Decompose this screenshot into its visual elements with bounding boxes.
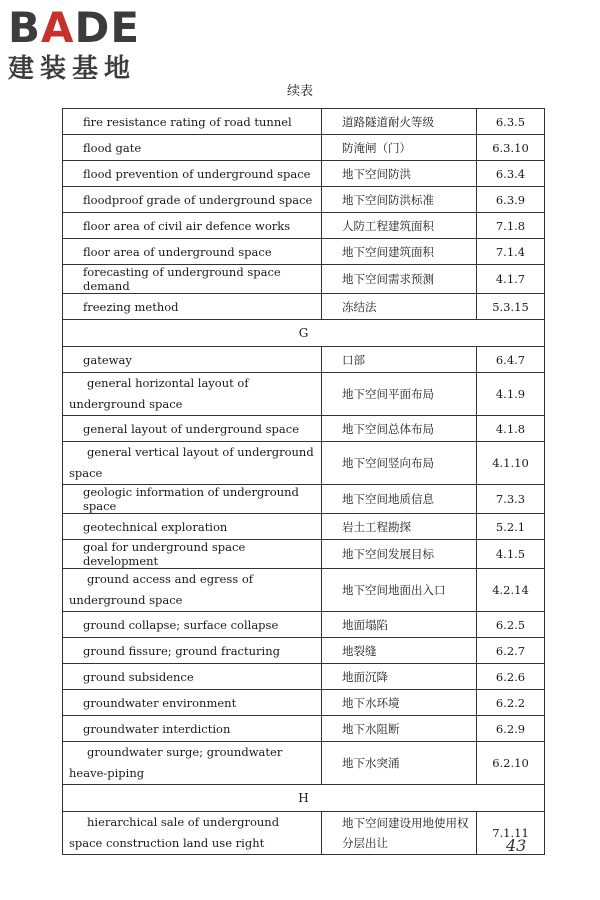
table-caption: 续表 (286, 84, 313, 99)
term-zh: 地下空间防洪标准 (322, 187, 477, 213)
term-zh: 地下空间建筑面积 (322, 239, 477, 265)
clause-number: 6.4.7 (477, 347, 545, 373)
clause-number: 5.2.1 (477, 514, 545, 540)
term-en: gateway (63, 347, 322, 373)
term-en: goal for underground space development (63, 540, 322, 569)
term-zh: 地面塌陷 (322, 612, 477, 638)
clause-number: 4.1.9 (477, 373, 545, 416)
section-row (63, 785, 545, 812)
clause-number: 6.3.9 (477, 187, 545, 213)
term-en: general layout of underground space (63, 416, 322, 442)
term-zh: 地下空间竖向布局 (322, 442, 477, 485)
clause-number: 7.3.3 (477, 485, 545, 514)
term-en: geotechnical exploration (63, 514, 322, 540)
term-zh: 地下空间防洪 (322, 161, 477, 187)
term-en: flood gate (63, 135, 322, 161)
table-row (63, 540, 545, 569)
clause-number: 7.1.11 (477, 812, 545, 855)
clause-number: 4.1.10 (477, 442, 545, 485)
term-zh: 岩土工程勘探 (322, 514, 477, 540)
table-row (63, 213, 545, 239)
clause-number: 6.3.10 (477, 135, 545, 161)
term-zh: 地下空间地质信息 (322, 485, 477, 514)
term-en: floor area of underground space (63, 239, 322, 265)
table-row (63, 569, 545, 612)
clause-number: 7.1.8 (477, 213, 545, 239)
term-en: ground collapse; surface collapse (63, 612, 322, 638)
clause-number: 4.1.7 (477, 265, 545, 294)
table-row (63, 812, 545, 855)
table-row (63, 239, 545, 265)
table-row (63, 442, 545, 485)
section-letter: G (63, 320, 545, 347)
table-row (63, 485, 545, 514)
clause-number: 6.2.6 (477, 664, 545, 690)
table-row (63, 416, 545, 442)
logo-wordmark: BADE (8, 3, 141, 52)
term-en: groundwater environment (63, 690, 322, 716)
term-en: floodproof grade of underground space (63, 187, 322, 213)
table-row (63, 664, 545, 690)
table-row (63, 109, 545, 135)
term-en: hierarchical sale of underground space construction land use right (69, 815, 280, 850)
table-row (63, 161, 545, 187)
term-zh: 地下水阻断 (322, 716, 477, 742)
table-row (63, 294, 545, 320)
term-zh: 地下空间地面出入口 (322, 569, 477, 612)
term-en: general horizontal layout of underground space (69, 376, 249, 411)
term-zh: 口部 (322, 347, 477, 373)
term-zh: 地下空间平面布局 (322, 373, 477, 416)
glossary-table (62, 108, 545, 855)
page-number: 43 (506, 836, 527, 855)
clause-number: 5.3.15 (477, 294, 545, 320)
term-zh: 地下空间总体布局 (322, 416, 477, 442)
table-row (63, 638, 545, 664)
clause-number: 4.1.5 (477, 540, 545, 569)
term-en: ground access and egress of underground space (69, 572, 254, 607)
term-zh: 人防工程建筑面积 (322, 213, 477, 239)
section-letter: H (63, 785, 545, 812)
section-row (63, 320, 545, 347)
term-zh: 地下水突涌 (322, 742, 477, 785)
term-zh: 防淹闸（门） (322, 135, 477, 161)
clause-number: 6.2.7 (477, 638, 545, 664)
table-row (63, 742, 545, 785)
term-en: freezing method (63, 294, 322, 320)
table-row (63, 265, 545, 294)
term-zh: 道路隧道耐火等级 (322, 109, 477, 135)
term-en: general vertical layout of underground space (69, 445, 314, 480)
clause-number: 4.2.14 (477, 569, 545, 612)
term-zh: 地下空间需求预测 (322, 265, 477, 294)
table-row (63, 514, 545, 540)
table-row (63, 135, 545, 161)
term-zh: 地面沉降 (322, 664, 477, 690)
clause-number: 6.2.5 (477, 612, 545, 638)
term-en: flood prevention of underground space (63, 161, 322, 187)
term-en: ground fissure; ground fracturing (63, 638, 322, 664)
table-row (63, 373, 545, 416)
clause-number: 6.2.10 (477, 742, 545, 785)
table-row (63, 187, 545, 213)
clause-number: 6.3.5 (477, 109, 545, 135)
term-en: groundwater surge; groundwater heave-piping (69, 745, 283, 780)
table-row (63, 690, 545, 716)
term-en: geologic information of underground space (63, 485, 322, 514)
term-en: forecasting of underground space demand (63, 265, 322, 294)
term-en: fire resistance rating of road tunnel (63, 109, 322, 135)
clause-number: 6.2.2 (477, 690, 545, 716)
clause-number: 6.2.9 (477, 716, 545, 742)
clause-number: 6.3.4 (477, 161, 545, 187)
term-zh: 地下空间发展目标 (322, 540, 477, 569)
table-row (63, 612, 545, 638)
term-en: floor area of civil air defence works (63, 213, 322, 239)
term-zh: 地裂缝 (322, 638, 477, 664)
bade-logo (8, 3, 178, 86)
term-en: ground subsidence (63, 664, 322, 690)
table-row (63, 716, 545, 742)
term-zh: 冻结法 (322, 294, 477, 320)
table-row (63, 347, 545, 373)
clause-number: 4.1.8 (477, 416, 545, 442)
term-zh: 地下水环境 (322, 690, 477, 716)
clause-number: 7.1.4 (477, 239, 545, 265)
term-zh: 地下空间建设用地使用权分层出让 (322, 812, 477, 855)
term-en: groundwater interdiction (63, 716, 322, 742)
logo-tagline: 建装基地 (8, 54, 137, 84)
